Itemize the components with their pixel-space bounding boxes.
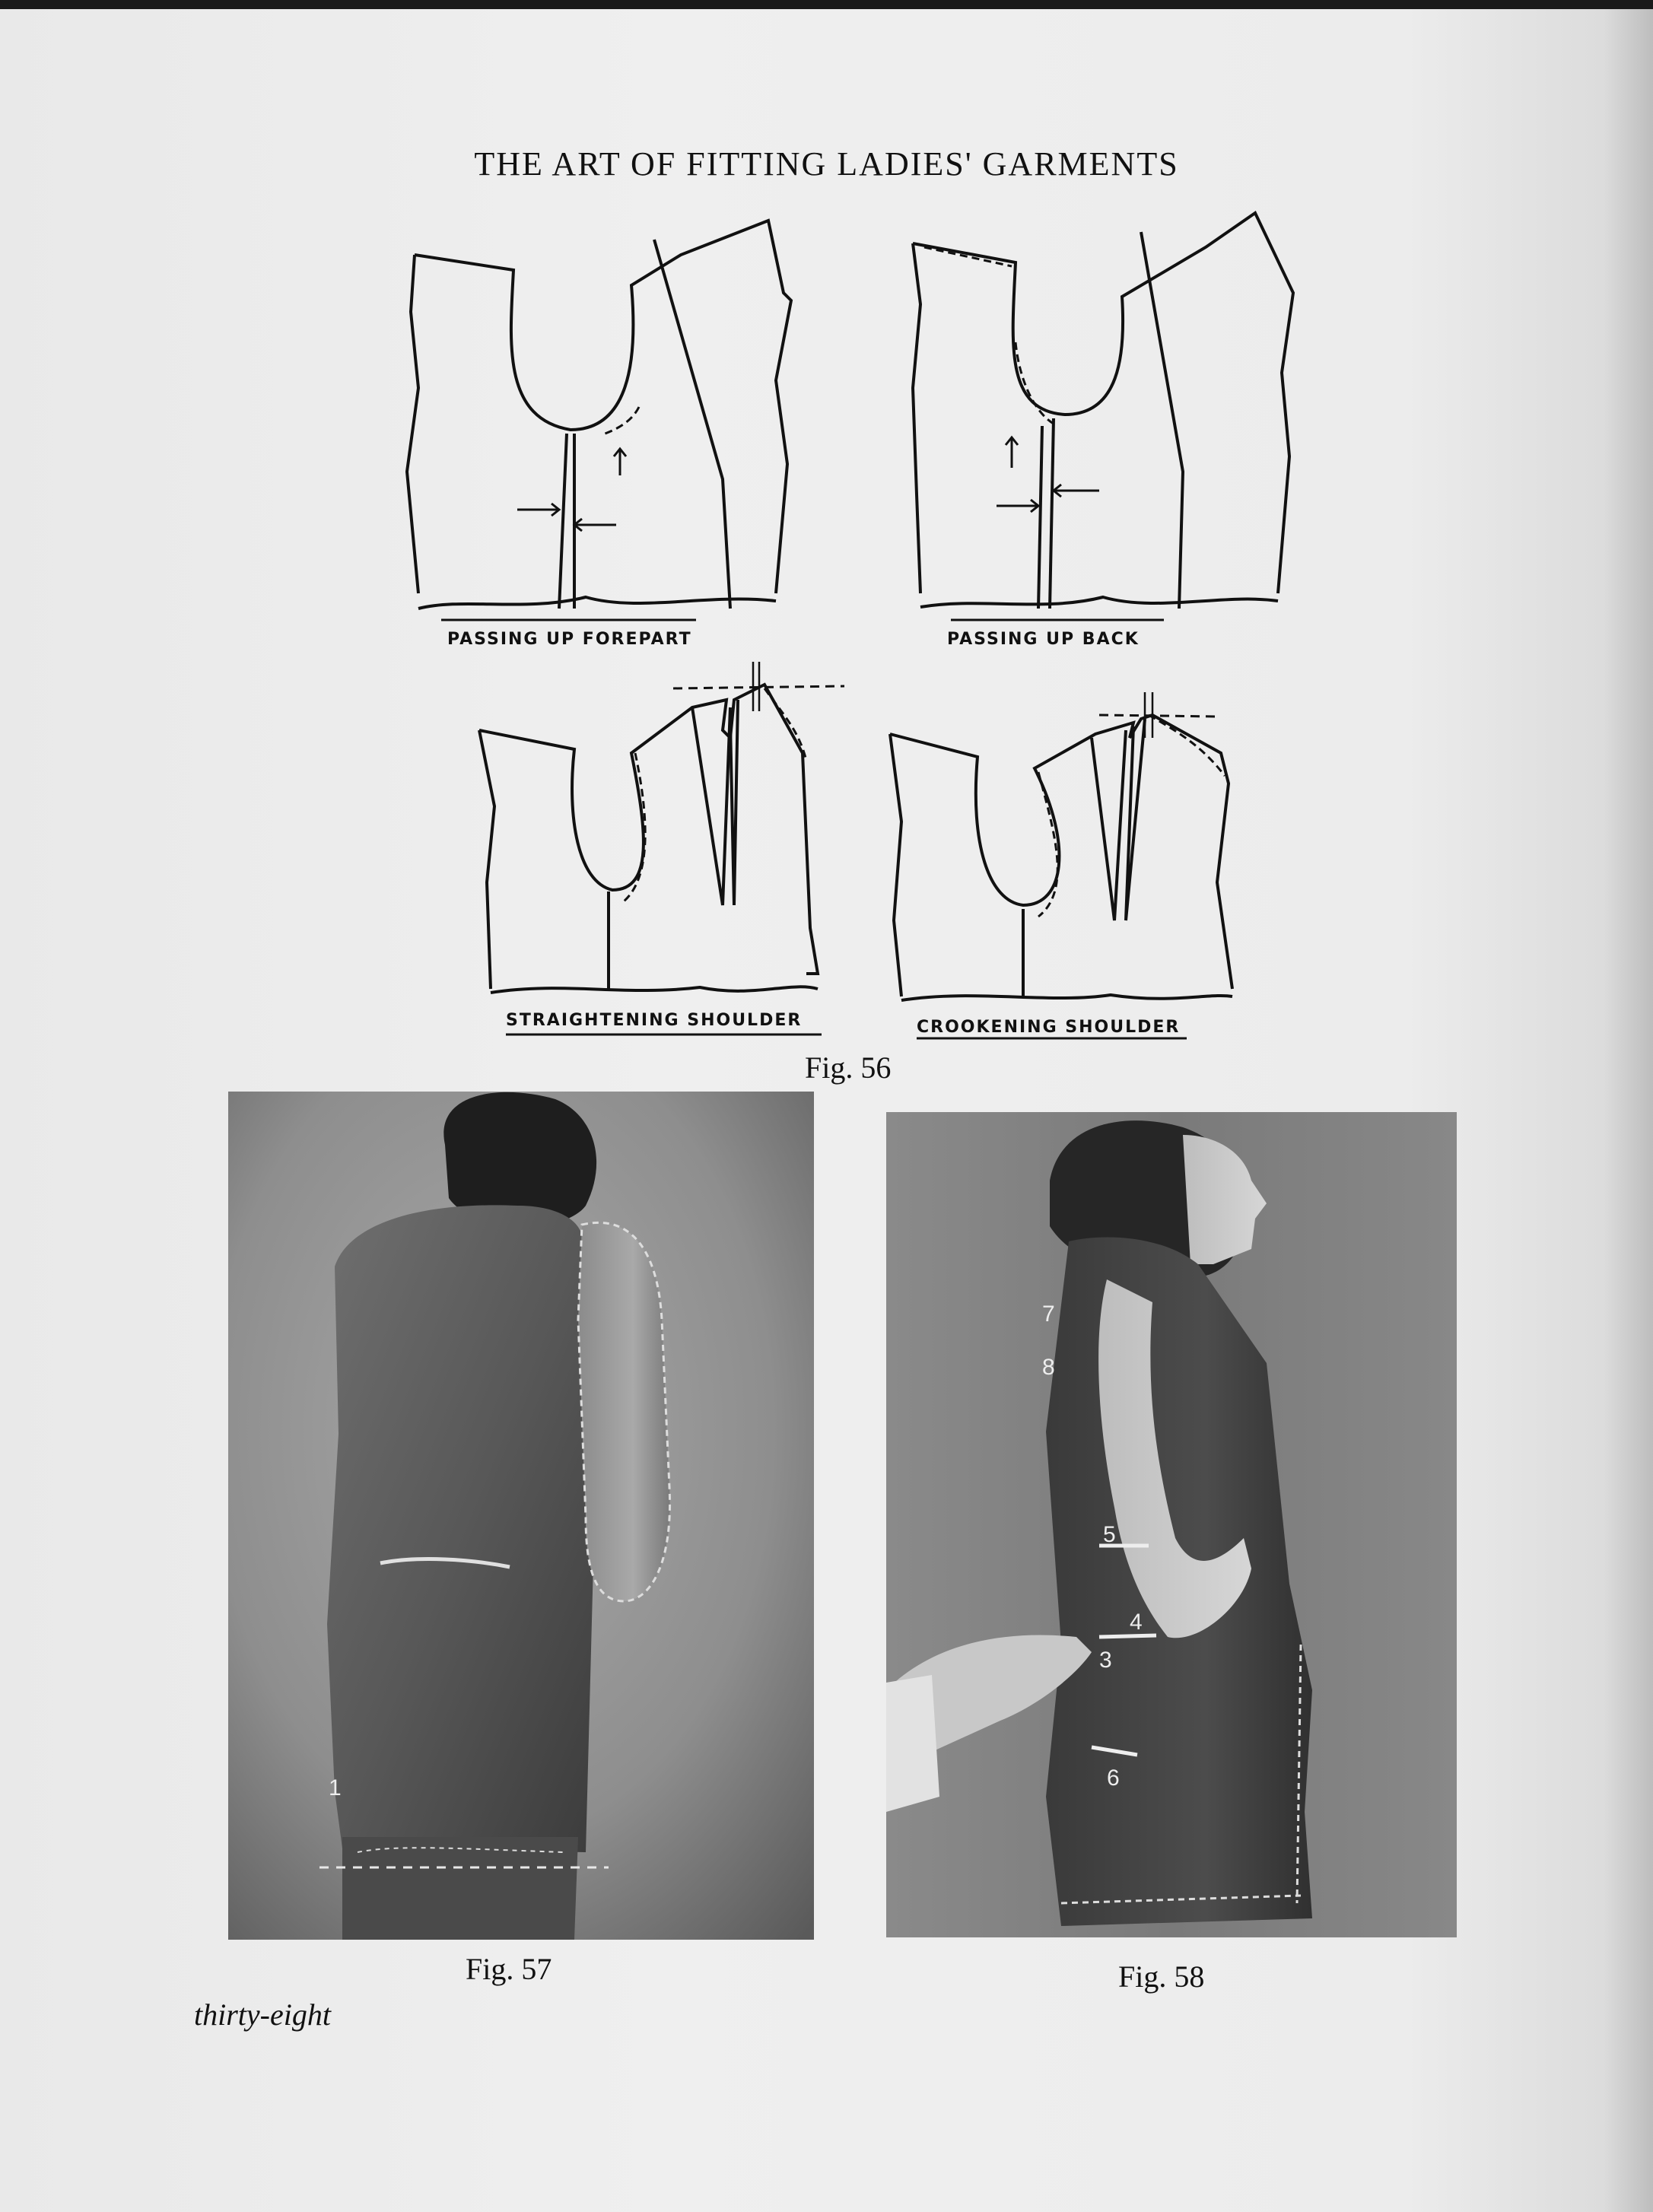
photo-fig-57 — [228, 1092, 814, 1940]
fitter-sleeve-shape — [886, 1675, 939, 1812]
photo-fig-58 — [886, 1112, 1457, 1937]
diagram-crookening-shoulder — [882, 692, 1263, 1050]
diagram-passing-up-forepart — [403, 213, 799, 654]
label-crookening-shoulder: CROOKENING SHOULDER — [917, 1018, 1181, 1037]
caption-fig-58: Fig. 58 — [1118, 1959, 1205, 1994]
marking-6: 6 — [1107, 1765, 1120, 1791]
marking-3: 3 — [1099, 1648, 1112, 1673]
jacket-back-shape — [327, 1205, 593, 1852]
page-folio: thirty-eight — [194, 1997, 331, 2032]
caption-fig-56: Fig. 56 — [805, 1050, 892, 1085]
label-straightening-shoulder: STRAIGHTENING SHOULDER — [506, 1011, 803, 1030]
diagram-straightening-shoulder — [472, 654, 852, 1042]
label-passing-up-forepart: PASSING UP FOREPART — [447, 630, 692, 649]
label-passing-up-back: PASSING UP BACK — [947, 630, 1140, 649]
running-head: THE ART OF FITTING LADIES' GARMENTS — [474, 145, 1179, 183]
scan-edge — [0, 0, 1653, 9]
caption-fig-57: Fig. 57 — [466, 1952, 552, 1986]
marking-5: 5 — [1103, 1522, 1116, 1547]
skirt-shape — [342, 1837, 578, 1940]
marking-4: 4 — [1130, 1610, 1143, 1635]
marking-8: 8 — [1042, 1355, 1055, 1380]
marking-7: 7 — [1042, 1301, 1055, 1327]
marking-1: 1 — [329, 1775, 342, 1800]
diagram-passing-up-back — [905, 205, 1301, 654]
